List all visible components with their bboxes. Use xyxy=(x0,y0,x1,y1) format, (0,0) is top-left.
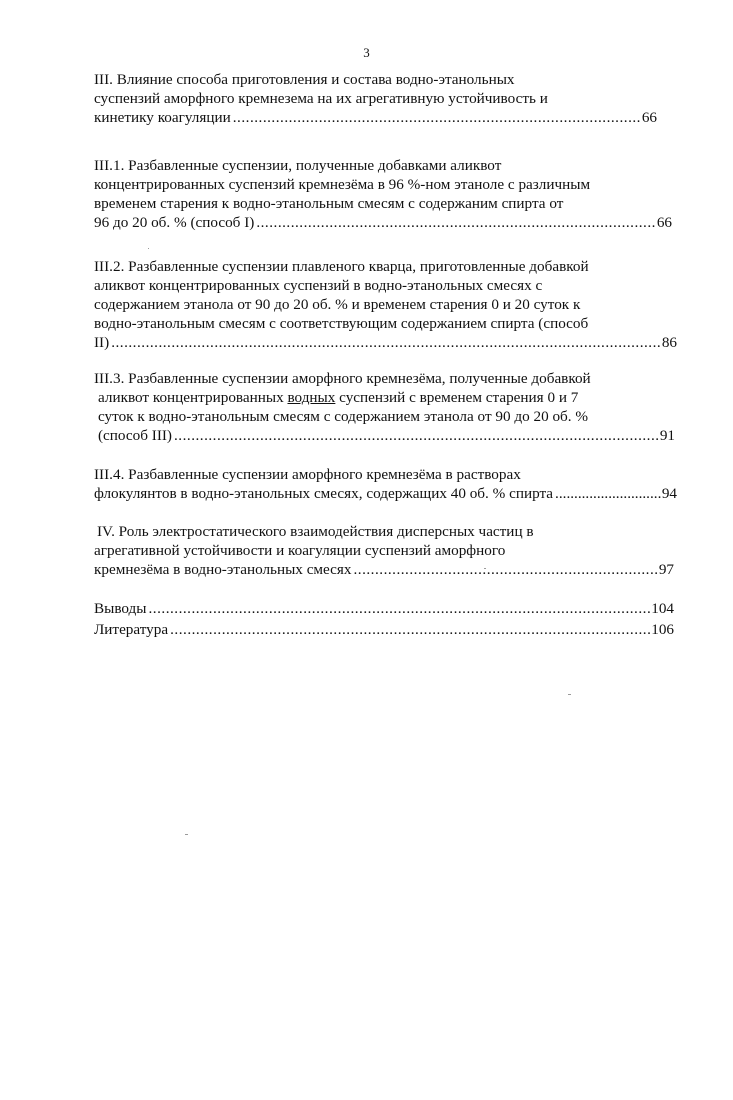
toc-entry-last-line xyxy=(94,333,677,352)
toc-entry-text: суспензий с временем старения 0 и 7 xyxy=(335,389,579,406)
dot-leader xyxy=(170,620,650,639)
toc-entry-line: временем старения к водно-этанольным смесям с содержаним спирта от xyxy=(94,195,564,212)
toc-entry-conclusions xyxy=(94,599,674,618)
dot-leader xyxy=(256,213,655,232)
toc-entry-line: кинетику коагуляции xyxy=(94,109,231,126)
toc-entry-section-3-1 xyxy=(94,156,672,232)
toc-entry-last-line xyxy=(94,560,674,579)
toc-entry-line: суспензий аморфного кремнезема на их агрегативную устойчивость и xyxy=(94,90,548,107)
dot-leader xyxy=(233,108,641,127)
toc-entry-line xyxy=(94,388,675,407)
toc-entry-line: флокулянтов в водно-этанольных смесях, содержащих 40 об. % спирта xyxy=(94,485,554,502)
toc-entry-last-line xyxy=(94,620,674,639)
toc-entry-line: кремнезёма в водно-этанольных смесях xyxy=(94,561,352,578)
toc-entry-line: III. Влияние способа приготовления и состава водно-этанольных xyxy=(94,71,515,88)
dot-leader xyxy=(555,484,661,503)
toc-entry-last-line xyxy=(94,108,657,127)
toc-page-number: 106 xyxy=(651,621,674,638)
toc-entry-line: аликвот концентрированных суспензий в водно-этанольных смесях с xyxy=(94,277,543,294)
toc-entry-line: II) xyxy=(94,334,110,351)
toc-entry-last-line xyxy=(94,599,674,618)
toc-entry-line: Выводы xyxy=(94,600,147,617)
toc-entry-chapter-4 xyxy=(94,522,674,579)
toc-entry-line: концентрированных суспензий кремнезёма в 96 %-ном этаноле с различным xyxy=(94,176,591,193)
toc-entry-line: IV. Роль электростатического взаимодействия дисперсных частиц в xyxy=(97,523,534,540)
toc-entry-last-line xyxy=(94,484,677,503)
toc-entry-references xyxy=(94,620,674,639)
toc-entry-section-3-3 xyxy=(94,369,675,445)
toc-entry-line: III.3. Разбавленные суспензии аморфного кремнезёма, полученные добавкой xyxy=(94,370,591,387)
toc-entry-line: содержанием этанола от 90 до 20 об. % и временем старения 0 и 20 суток к xyxy=(94,296,581,313)
toc-entry-chapter-3 xyxy=(94,70,657,127)
scan-speck xyxy=(568,694,571,695)
page-number: 3 xyxy=(363,45,370,60)
toc-entry-line: 96 до 20 об. % (способ I) xyxy=(94,214,255,231)
toc-entry-line: Литература xyxy=(94,621,169,638)
toc-entry-line: водно-этанольным смесям с соответствующим содержанием спирта (способ xyxy=(94,315,589,332)
toc-entry-line: суток к водно-этанольным смесям с содержанием этанола от 90 до 20 об. % xyxy=(98,408,589,425)
toc-entry-line: III.2. Разбавленные суспензии плавленого кварца, приготовленные добавкой xyxy=(94,258,589,275)
toc-entry-line: агрегативной устойчивости и коагуляции суспензий аморфного xyxy=(94,542,506,559)
toc-entry-text: аликвот концентрированных xyxy=(98,389,288,406)
toc-page-number: 97 xyxy=(658,561,674,578)
toc-page-number: 66 xyxy=(656,214,672,231)
dot-leader xyxy=(111,333,661,352)
toc-entry-last-line xyxy=(94,213,672,232)
toc-page-number: 91 xyxy=(659,427,675,444)
toc-entry-section-3-2 xyxy=(94,257,677,352)
toc-page-number: 104 xyxy=(651,600,674,617)
underlined-word: водных xyxy=(287,389,336,406)
toc-entry-line: (способ III) xyxy=(98,427,172,444)
dot-leader xyxy=(149,599,651,618)
dot-leader xyxy=(353,560,657,579)
scan-speck xyxy=(148,248,149,249)
dot-leader xyxy=(174,426,659,445)
scan-speck xyxy=(185,834,188,835)
toc-entry-last-line xyxy=(94,426,675,445)
toc-page-number: 86 xyxy=(661,334,677,351)
toc-page-number: 94 xyxy=(661,485,677,502)
toc-entry-section-3-4 xyxy=(94,465,677,503)
toc-entry-line: III.1. Разбавленные суспензии, полученные добавками аликвот xyxy=(94,157,502,174)
toc-entry-line: III.4. Разбавленные суспензии аморфного кремнезёма в растворах xyxy=(94,466,521,483)
toc-page-number: 66 xyxy=(641,109,657,126)
scan-speck xyxy=(484,568,486,569)
